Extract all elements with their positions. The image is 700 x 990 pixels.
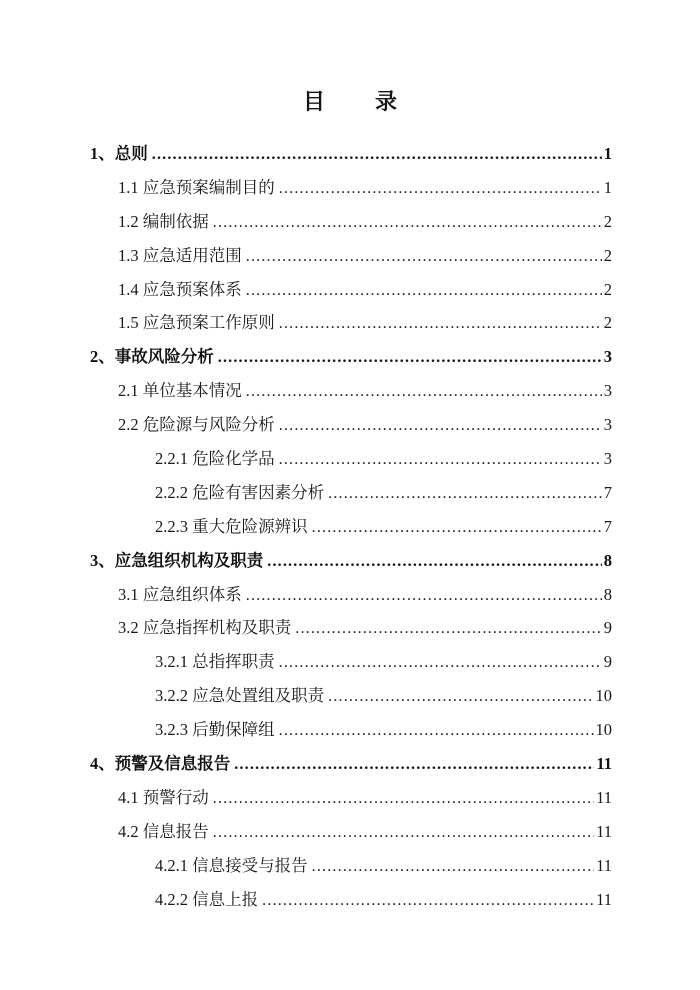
toc-entry <box>90 174 612 208</box>
toc-entry-label: 1、总则 <box>90 144 148 163</box>
toc-entry-label: 1.1 应急预案编制目的 <box>118 177 275 197</box>
toc-entry-page-number: 1 <box>603 144 612 163</box>
toc-entry-label: 3、应急组织机构及职责 <box>90 550 264 570</box>
toc-entry-label: 2.2.1 危险化学品 <box>155 449 275 469</box>
toc-entry <box>90 648 612 682</box>
toc-entry-label: 3.1 应急组织体系 <box>118 584 242 604</box>
toc-entry-page-number: 9 <box>603 618 612 638</box>
toc-entry-page-number: 11 <box>596 855 612 875</box>
toc-entry-label: 4、预警及信息报告 <box>90 754 231 774</box>
toc-entry-page-number: 3 <box>603 381 612 401</box>
toc-entry <box>90 208 612 242</box>
toc-entry-page-number: 2 <box>603 211 612 231</box>
toc-entry-page-number: 11 <box>596 889 612 909</box>
toc-entry <box>90 682 612 716</box>
toc-entry-label: 1.2 编制依据 <box>118 211 209 231</box>
dot-leader <box>267 551 602 571</box>
toc-entry <box>90 547 612 581</box>
toc-entry-page-number: 2 <box>603 245 612 265</box>
toc-title: 目 录 <box>302 89 399 114</box>
dot-leader <box>246 585 602 605</box>
dot-leader <box>312 517 602 537</box>
dot-leader <box>328 686 593 706</box>
toc-entry <box>90 242 612 276</box>
dot-leader <box>279 449 602 469</box>
toc-entry <box>90 614 612 648</box>
toc-entry-page-number: 8 <box>603 584 612 604</box>
toc-entry-page-number: 7 <box>603 482 612 502</box>
toc-entry-page-number: 11 <box>596 821 612 841</box>
toc-entry-page-number: 3 <box>603 415 612 435</box>
toc-entry-label: 3.2.1 总指挥职责 <box>155 652 275 672</box>
dot-leader <box>279 415 602 435</box>
toc-entry-label: 3.2.2 应急处置组及职责 <box>155 686 325 706</box>
toc-entry-label: 2、事故风险分析 <box>90 347 214 367</box>
toc-entry-page-number: 11 <box>596 787 612 807</box>
dot-leader <box>213 822 594 842</box>
dot-leader <box>279 720 594 740</box>
dot-leader <box>213 212 602 232</box>
toc-entry <box>90 377 612 411</box>
toc-entry-label: 4.1 预警行动 <box>118 787 209 807</box>
toc-entry <box>90 140 612 174</box>
toc-entry-label: 1.3 应急适用范围 <box>118 245 242 265</box>
toc-entry <box>90 818 612 852</box>
toc-entry-page-number: 8 <box>603 550 612 570</box>
toc-entry-label: 4.2.1 信息接受与报告 <box>155 855 308 875</box>
toc-entry <box>90 309 612 343</box>
dot-leader <box>295 618 602 638</box>
toc-entry <box>90 784 612 818</box>
toc-entry-page-number: 11 <box>596 754 612 774</box>
toc-entry <box>90 411 612 445</box>
toc-entry-page-number: 3 <box>603 347 612 367</box>
dot-leader <box>246 280 602 300</box>
toc-entry-label: 4.2.2 信息上报 <box>155 889 259 909</box>
dot-leader <box>279 178 602 198</box>
toc-entry-page-number: 2 <box>603 279 612 299</box>
toc-entry-label: 1.4 应急预案体系 <box>118 279 242 299</box>
toc-entry <box>90 276 612 310</box>
toc-content <box>90 88 612 919</box>
toc-entry-page-number: 10 <box>595 720 612 740</box>
dot-leader <box>234 754 594 774</box>
toc-entry-label: 2.2.2 危险有害因素分析 <box>155 482 325 502</box>
toc-entry-page-number: 10 <box>595 686 612 706</box>
toc-list <box>90 140 612 919</box>
dot-leader <box>279 313 602 333</box>
toc-entry <box>90 513 612 547</box>
toc-entry <box>90 581 612 615</box>
toc-entry-label: 3.2.3 后勤保障组 <box>155 720 275 740</box>
dot-leader <box>328 483 602 503</box>
toc-entry-page-number: 9 <box>603 652 612 672</box>
toc-entry <box>90 852 612 886</box>
dot-leader <box>279 652 602 672</box>
toc-entry <box>90 445 612 479</box>
dot-leader <box>312 856 594 876</box>
dot-leader <box>218 347 602 367</box>
toc-entry-label: 2.2.3 重大危险源辨识 <box>155 516 308 536</box>
dot-leader <box>152 144 602 164</box>
dot-leader <box>246 381 602 401</box>
toc-entry-label: 1.5 应急预案工作原则 <box>118 313 275 333</box>
dot-leader <box>246 246 602 266</box>
toc-entry-page-number: 3 <box>603 449 612 469</box>
toc-entry-page-number: 2 <box>603 313 612 333</box>
toc-entry <box>90 716 612 750</box>
toc-entry-label: 2.2 危险源与风险分析 <box>118 415 275 435</box>
toc-entry <box>90 750 612 784</box>
dot-leader <box>213 788 594 808</box>
toc-entry <box>90 886 612 920</box>
toc-entry-page-number: 1 <box>603 177 612 197</box>
toc-entry-label: 2.1 单位基本情况 <box>118 381 242 401</box>
toc-entry <box>90 479 612 513</box>
toc-entry <box>90 343 612 377</box>
toc-entry-label: 3.2 应急指挥机构及职责 <box>118 618 292 638</box>
dot-leader <box>262 890 594 910</box>
toc-entry-label: 4.2 信息报告 <box>118 821 209 841</box>
toc-entry-page-number: 7 <box>603 516 612 536</box>
